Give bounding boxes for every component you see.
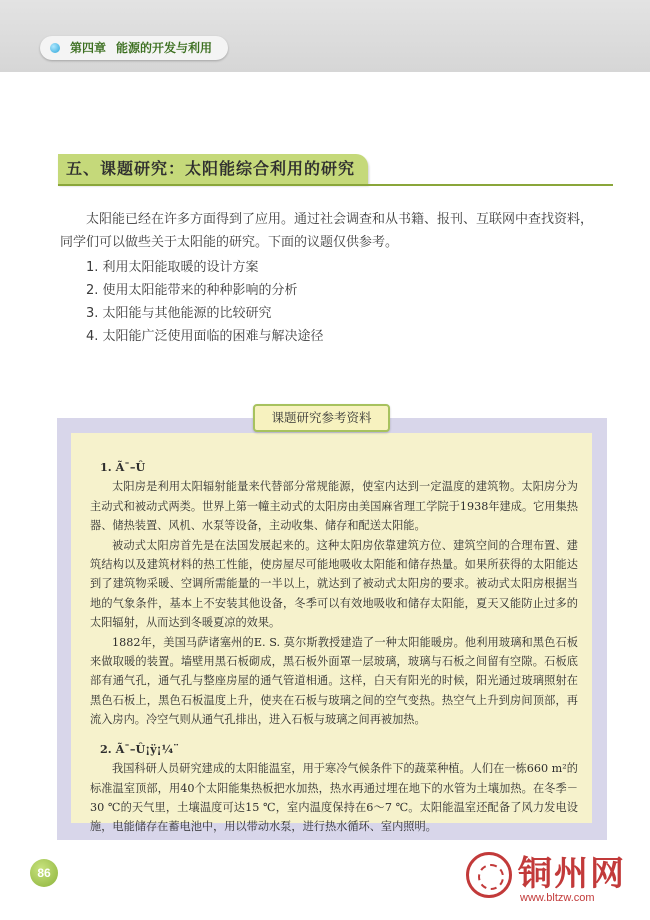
reference-text (90, 458, 578, 837)
reference-heading: 1. Ã¯–Û (100, 460, 146, 474)
topic-item: 3. 太阳能与其他能源的比较研究 (86, 306, 272, 321)
page-number: 86 (30, 859, 58, 887)
watermark-name: 铜州网 (518, 854, 626, 894)
reference-paragraph: 我国科研人员研究建成的太阳能温室，用于寒冷气候条件下的蔬菜种植。人们在一栋660 m²的标准温室顶部，用40个太阳能集热板把水加热，热水再通过埋在地下的水管为土壤加热。在冬季－30 ℃的天气里，土壤温度可达15 ℃，室内温度保持在6～7 ℃。太阳能温室还配备了风力发电设施，电能储存在蓄电池中，用以带动水泵，进行热水循环、室内照明。 (90, 762, 578, 834)
watermark-url: www.bltzw.com (520, 892, 595, 904)
chapter-number: 第四章 (70, 41, 107, 55)
intro-paragraph: 太阳能已经在许多方面得到了应用。通过社会调查和从书籍、报刊、互联网中查找资料，同学们可以做些关于太阳能的研究。下面的议题仅供参考。 (60, 212, 594, 250)
topic-item: 4. 太阳能广泛使用面临的困难与解决途径 (86, 329, 324, 344)
topic-list (60, 256, 600, 348)
reference-paragraph: 太阳房是利用太阳辐射能量来代替部分常规能源，使室内达到一定温度的建筑物。太阳房分为主动式和被动式两类。世界上第一幢主动式的太阳房由美国麻省理工学院于1938年建成。它用集热器、储热装置、风机、水泵等设备，主动收集、储存和配送太阳能。 (90, 480, 578, 533)
intro-block (60, 208, 600, 348)
topic-item: 2. 使用太阳能带来的种种影响的分析 (86, 283, 298, 298)
section-title: 五、课题研究：太阳能综合利用的研究 (66, 159, 356, 178)
section-title-bar (58, 154, 368, 184)
chapter-label (40, 36, 228, 60)
topic-item: 1. 利用太阳能取暖的设计方案 (86, 260, 259, 275)
chapter-title: 能源的开发与利用 (116, 41, 213, 55)
bullet-dot-icon (50, 43, 60, 53)
reference-paragraph: 1882年，美国马萨诸塞州的E. S. 莫尔斯教授建造了一种太阳能暖房。他利用玻璃和黑色石板来做取暖的装置。墙壁用黑石板砌成，黑石板外面罩一层玻璃，玻璃与石板之间留有空隙。石板底部有通气孔，通气孔与整座房屋的通气管道相通。这样，白天有阳光的时候，阳光通过玻璃照射在黑色石板上，黑色石板温度上升，使夹在石板与玻璃之间的空气变热。热空气上升到房间顶部，再流入房内。冷空气则从通气孔排出，进入石板与玻璃之间再被加热。 (90, 635, 578, 727)
section-divider (58, 184, 613, 186)
watermark-logo-icon (466, 852, 512, 898)
reference-tab-label: 课题研究参考资料 (253, 404, 390, 432)
reference-heading: 2. Ã¯–Û¡ÿ¡¼¨ (100, 741, 179, 756)
reference-paragraph: 被动式太阳房首先是在法国发展起来的。这种太阳房依靠建筑方位、建筑空间的合理布置、建筑结构以及建筑材料的热工性能，使房屋尽可能地吸收太阳能和储存热量。如果所获得的太阳能达到了建筑物采暖、空调所需能量的一半以上，就达到了被动式太阳房的要求。被动式太阳房根据当地的气象条件，基本上不安装其他设备，冬季可以有效地吸收和储存太阳能，夏天又能防止过多的太阳辐射，从而达到冬暖夏凉的效果。 (90, 538, 578, 630)
